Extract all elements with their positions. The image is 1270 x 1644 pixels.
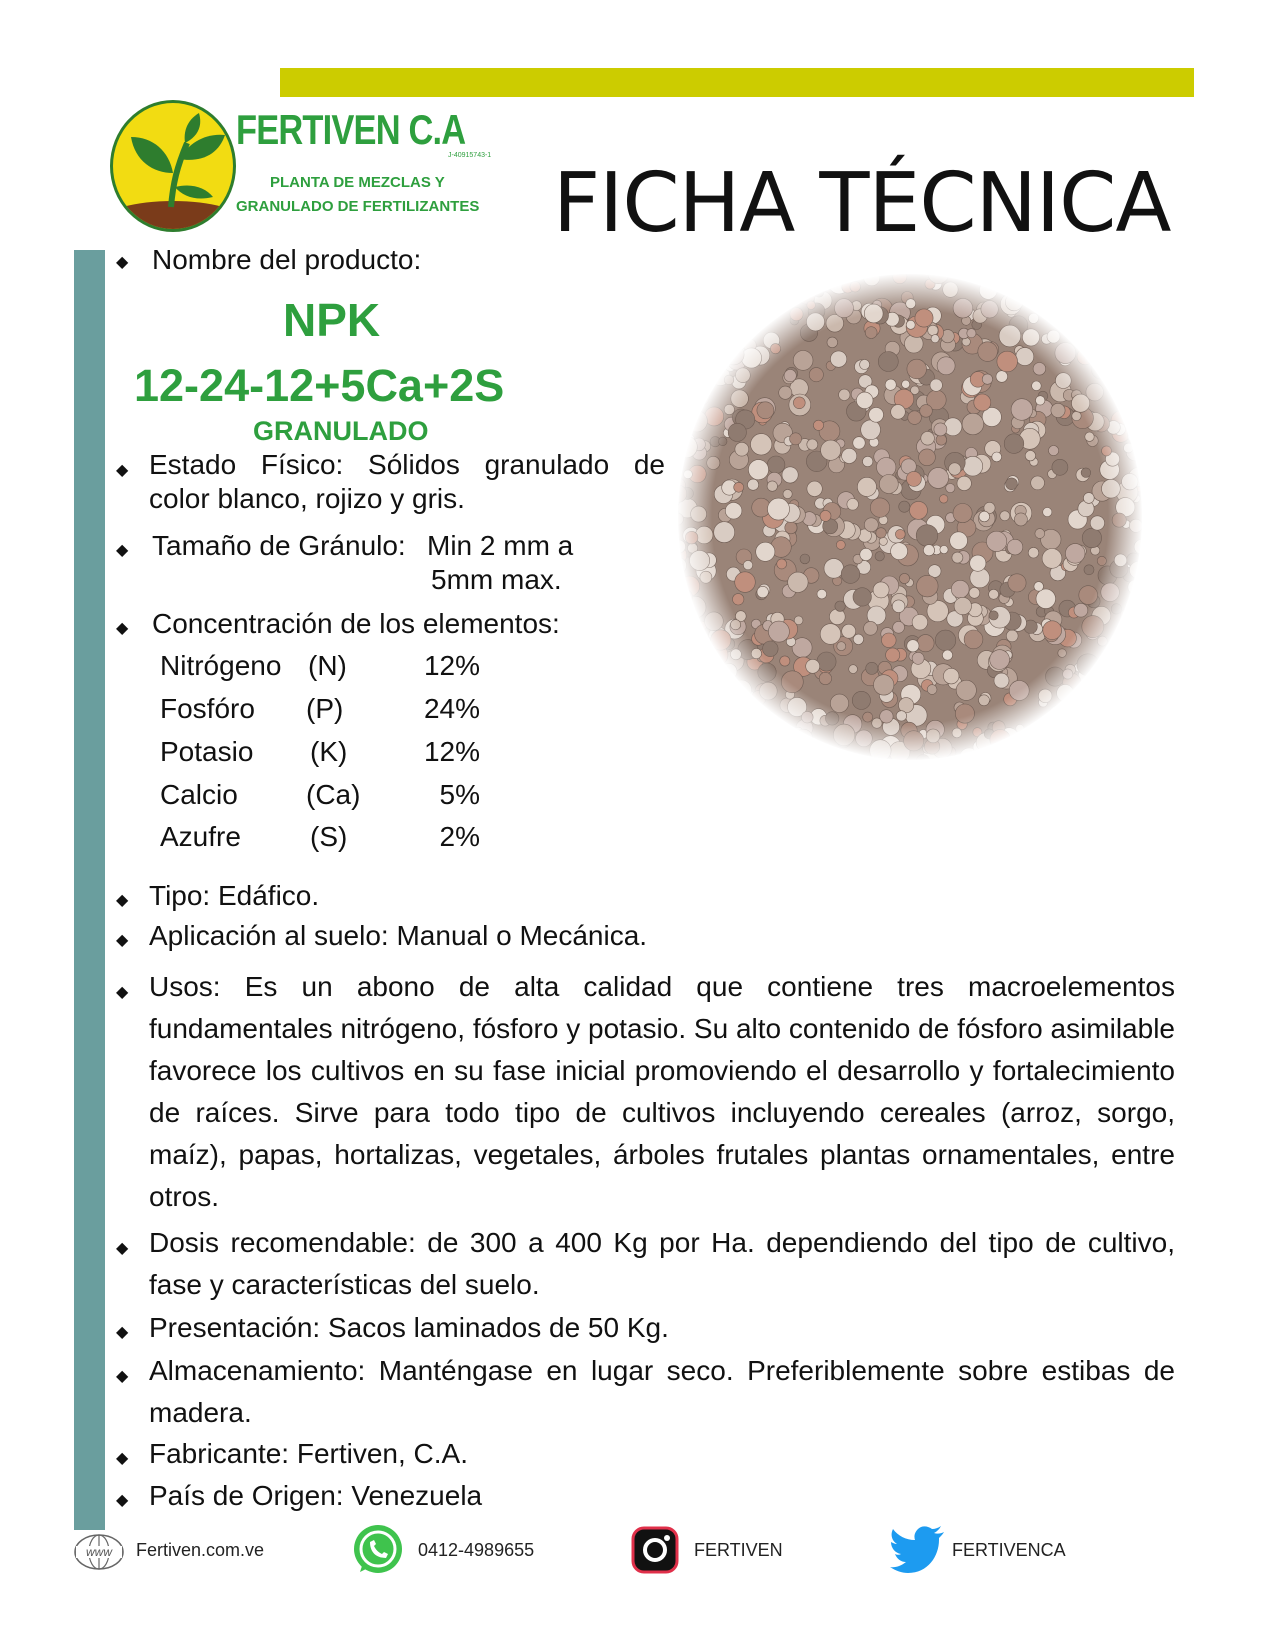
granule bbox=[775, 729, 788, 742]
granule bbox=[1085, 730, 1098, 743]
granule bbox=[708, 659, 721, 672]
whatsapp-icon bbox=[350, 1522, 406, 1578]
granule bbox=[750, 701, 760, 711]
granule bbox=[1084, 331, 1094, 341]
granule bbox=[683, 716, 702, 735]
granule bbox=[1065, 698, 1084, 717]
granule bbox=[1100, 682, 1110, 692]
bullet-icon: ◆ bbox=[116, 1492, 129, 1509]
granule bbox=[675, 281, 693, 301]
bullet-icon: ◆ bbox=[116, 1240, 129, 1257]
fabricante: Fabricante: Fertiven, C.A. bbox=[149, 1438, 469, 1469]
granule bbox=[679, 709, 700, 730]
granule bbox=[755, 720, 773, 738]
granule bbox=[720, 711, 734, 725]
granule bbox=[1001, 274, 1011, 284]
bullet-icon: ◆ bbox=[116, 254, 129, 271]
granule bbox=[1134, 272, 1145, 282]
granule bbox=[1087, 281, 1099, 293]
granule bbox=[761, 299, 781, 319]
element-value: 12% bbox=[423, 650, 480, 681]
granule bbox=[1133, 277, 1146, 296]
granule bbox=[1058, 750, 1067, 759]
granule bbox=[1103, 288, 1120, 305]
granule bbox=[1101, 328, 1114, 341]
granule bbox=[675, 698, 688, 717]
granule bbox=[727, 714, 739, 726]
twitter-handle[interactable]: FERTIVENCA bbox=[952, 1540, 1066, 1560]
granule bbox=[1114, 378, 1128, 392]
granule bbox=[703, 689, 720, 706]
granule bbox=[739, 281, 754, 296]
bullet-icon: ◆ bbox=[116, 892, 129, 909]
granule bbox=[782, 731, 793, 742]
footer-whatsapp[interactable] bbox=[350, 1520, 570, 1580]
granule bbox=[750, 286, 759, 295]
granule bbox=[1127, 407, 1137, 417]
granule bbox=[1106, 299, 1114, 307]
granule bbox=[1095, 293, 1115, 313]
granule bbox=[695, 287, 710, 302]
granule bbox=[1114, 708, 1126, 720]
granule bbox=[706, 706, 723, 723]
whatsapp-number[interactable]: 0412-4989655 bbox=[418, 1540, 535, 1560]
granule bbox=[775, 752, 787, 762]
concentracion-label: Concentración de los elementos: bbox=[152, 608, 560, 639]
granule bbox=[1027, 278, 1041, 292]
granule bbox=[1115, 272, 1127, 279]
granule bbox=[1056, 709, 1066, 719]
granule bbox=[675, 363, 683, 372]
granule bbox=[1117, 638, 1126, 647]
granule bbox=[1125, 349, 1145, 369]
element-name: Potasio bbox=[160, 736, 254, 767]
granule bbox=[747, 286, 768, 307]
granule bbox=[812, 744, 825, 757]
granule bbox=[676, 357, 691, 372]
granule bbox=[1103, 741, 1117, 755]
footer-twitter[interactable] bbox=[890, 1520, 1110, 1580]
granule bbox=[755, 272, 763, 277]
bullet-icon: ◆ bbox=[116, 984, 129, 1001]
granule bbox=[979, 272, 987, 280]
tipo: Tipo: Edáfico. bbox=[149, 880, 320, 911]
granule bbox=[699, 703, 718, 722]
granule bbox=[1127, 733, 1145, 753]
top-accent-bar bbox=[280, 68, 1194, 97]
presentacion: Presentación: Sacos laminados de 50 Kg. bbox=[149, 1312, 669, 1343]
company-logo bbox=[108, 100, 492, 230]
granule bbox=[705, 282, 725, 302]
footer-web[interactable] bbox=[72, 1520, 292, 1580]
twitter-icon bbox=[890, 1526, 946, 1574]
granule bbox=[796, 737, 804, 745]
granule bbox=[1107, 272, 1121, 280]
granule bbox=[675, 653, 686, 664]
granule bbox=[741, 719, 750, 728]
element-row bbox=[160, 821, 500, 861]
granule bbox=[973, 757, 983, 762]
product-name-line-3: GRANULADO bbox=[253, 416, 429, 446]
granule bbox=[1112, 651, 1129, 668]
granule bbox=[716, 738, 734, 756]
granule bbox=[707, 699, 716, 708]
granulo-label: Tamaño de Gránulo: bbox=[152, 530, 406, 561]
granule bbox=[706, 320, 717, 331]
footer-instagram[interactable] bbox=[628, 1520, 828, 1580]
granule bbox=[707, 323, 726, 342]
granule bbox=[694, 272, 704, 278]
almacenamiento: Almacenamiento: Manténgase en lugar seco. Preferiblemente sobre estibas de madera. bbox=[149, 1355, 1175, 1428]
granule bbox=[740, 272, 759, 290]
granule bbox=[1119, 653, 1140, 674]
granule bbox=[1128, 748, 1140, 760]
granule bbox=[678, 347, 691, 360]
granule bbox=[749, 753, 765, 762]
granule bbox=[984, 749, 999, 762]
granule bbox=[694, 646, 709, 661]
granule bbox=[684, 647, 706, 669]
granule bbox=[684, 357, 704, 377]
element-name: Fosfóro bbox=[160, 693, 255, 724]
granule bbox=[679, 614, 696, 631]
granule bbox=[675, 633, 689, 654]
granule bbox=[758, 739, 769, 750]
instagram-icon bbox=[628, 1522, 682, 1578]
granule bbox=[1127, 687, 1135, 695]
granule bbox=[1137, 373, 1145, 387]
granule bbox=[1128, 354, 1138, 364]
granule bbox=[1083, 286, 1100, 303]
granule bbox=[1119, 390, 1139, 410]
granule bbox=[1075, 696, 1093, 714]
granule bbox=[756, 723, 776, 743]
logo-emblem bbox=[110, 100, 236, 232]
element-row bbox=[160, 736, 500, 776]
granule bbox=[746, 292, 761, 307]
granule bbox=[693, 691, 712, 710]
granule bbox=[1134, 723, 1145, 738]
element-symbol: (Ca) bbox=[306, 779, 361, 810]
granule bbox=[1042, 732, 1062, 752]
granule bbox=[1114, 277, 1128, 291]
granule bbox=[694, 751, 702, 759]
granule bbox=[676, 416, 693, 433]
element-name: Calcio bbox=[160, 779, 238, 810]
granule bbox=[675, 684, 689, 705]
element-value: 12% bbox=[423, 736, 480, 767]
granule bbox=[737, 710, 748, 721]
pais-origen: País de Origen: Venezuela bbox=[149, 1480, 483, 1511]
granule bbox=[740, 698, 750, 708]
bullet-icon: ◆ bbox=[116, 932, 129, 949]
granule bbox=[719, 719, 734, 734]
granule bbox=[685, 702, 694, 711]
granule bbox=[699, 294, 712, 307]
granule bbox=[952, 272, 963, 278]
bullet-icon: ◆ bbox=[116, 620, 129, 637]
granulo-value-2: 5mm max. bbox=[431, 564, 562, 595]
granule bbox=[1118, 631, 1140, 653]
element-value: 2% bbox=[439, 821, 480, 852]
page-title: FICHA TÉCNICA bbox=[553, 156, 1171, 251]
granule bbox=[708, 338, 718, 348]
dosis: Dosis recomendable: de 300 a 400 Kg por Ha. dependiendo del tipo de cultivo, fase y características del suelo. bbox=[149, 1227, 1175, 1300]
logo-tagline-1: PLANTA DE MEZCLAS Y bbox=[270, 174, 445, 191]
granule bbox=[697, 365, 707, 375]
granule bbox=[687, 366, 704, 383]
granule bbox=[1070, 283, 1078, 291]
granule bbox=[675, 430, 689, 448]
granule bbox=[675, 697, 689, 712]
granule bbox=[740, 715, 761, 736]
bullet-icon: ◆ bbox=[116, 542, 129, 559]
seedling-icon bbox=[113, 103, 233, 229]
globe-icon-text: www bbox=[86, 1545, 112, 1559]
granule bbox=[980, 272, 995, 281]
granule bbox=[1122, 341, 1138, 357]
granule bbox=[1129, 627, 1145, 648]
granule bbox=[685, 363, 700, 378]
logo-company-name: FERTIVEN C.A bbox=[236, 106, 466, 153]
granule bbox=[1122, 303, 1142, 323]
granule bbox=[1131, 610, 1145, 628]
granule bbox=[675, 743, 685, 760]
granule bbox=[741, 305, 763, 327]
granule bbox=[680, 350, 696, 366]
granule bbox=[708, 299, 728, 319]
granule bbox=[684, 680, 694, 690]
granule bbox=[676, 387, 686, 397]
granule bbox=[679, 303, 688, 312]
granule bbox=[744, 272, 764, 283]
granule bbox=[677, 393, 689, 405]
bullet-icon: ◆ bbox=[116, 1324, 129, 1341]
granule bbox=[729, 272, 747, 287]
granule bbox=[695, 329, 715, 349]
granule bbox=[680, 272, 689, 280]
element-symbol: (N) bbox=[308, 650, 347, 681]
granule bbox=[685, 627, 696, 638]
granule bbox=[678, 339, 696, 357]
logo-tagline-2: GRANULADO DE FERTILIZANTES bbox=[236, 198, 480, 215]
website-link[interactable]: Fertiven.com.ve bbox=[136, 1540, 265, 1560]
estado-fisico: Estado Físico: Sólidos granulado de color blanco, rojizo y gris. bbox=[149, 449, 665, 514]
granule bbox=[1090, 340, 1106, 356]
granule bbox=[1055, 745, 1074, 762]
granule bbox=[703, 346, 712, 355]
granule bbox=[686, 302, 700, 316]
granule bbox=[684, 282, 705, 303]
granule bbox=[984, 272, 995, 279]
element-value: 5% bbox=[439, 779, 480, 810]
granule bbox=[1121, 682, 1131, 692]
granule bbox=[1076, 719, 1087, 730]
globe-icon bbox=[72, 1532, 126, 1572]
granule bbox=[689, 277, 698, 286]
granule bbox=[1124, 704, 1135, 715]
granule bbox=[761, 723, 777, 739]
granule bbox=[796, 736, 810, 750]
granule bbox=[809, 757, 817, 762]
instagram-handle[interactable]: FERTIVEN bbox=[694, 1540, 783, 1560]
granule bbox=[741, 272, 760, 288]
granule bbox=[1100, 280, 1113, 293]
granule bbox=[1108, 741, 1119, 752]
granule bbox=[1041, 291, 1053, 303]
granule bbox=[748, 748, 762, 762]
element-name: Azufre bbox=[160, 821, 241, 852]
granule bbox=[680, 673, 692, 685]
granule bbox=[679, 434, 689, 444]
granule bbox=[1101, 684, 1119, 702]
element-symbol: (P) bbox=[306, 693, 344, 724]
granule bbox=[1088, 345, 1097, 354]
aplicacion: Aplicación al suelo: Manual o Mecánica. bbox=[149, 920, 648, 951]
granule bbox=[1040, 277, 1055, 292]
granule bbox=[675, 280, 689, 294]
granule bbox=[710, 310, 727, 327]
element-symbol: (K) bbox=[310, 736, 348, 767]
bullet-icon: ◆ bbox=[116, 1368, 129, 1385]
granule bbox=[1105, 284, 1122, 301]
granule bbox=[1111, 348, 1122, 359]
granule bbox=[1095, 690, 1111, 706]
granule bbox=[1038, 272, 1057, 289]
granule bbox=[703, 376, 713, 386]
granule bbox=[1118, 329, 1128, 339]
granule bbox=[710, 733, 730, 753]
product-name-line-1: NPK bbox=[283, 294, 381, 346]
element-value: 24% bbox=[423, 693, 480, 724]
element-row bbox=[160, 650, 500, 690]
bullet-icon: ◆ bbox=[116, 1450, 129, 1467]
product-name-line-2: 12-24-12+5Ca+2S bbox=[134, 360, 505, 411]
granule bbox=[1112, 702, 1129, 719]
element-row bbox=[160, 779, 500, 819]
granule bbox=[1063, 733, 1077, 747]
granule bbox=[1075, 743, 1085, 753]
side-accent-bar bbox=[74, 250, 105, 1530]
granule bbox=[1031, 753, 1043, 762]
granule bbox=[1120, 316, 1135, 331]
granulo-value-1: Min 2 mm a bbox=[427, 530, 574, 561]
granule bbox=[706, 707, 717, 718]
granule bbox=[1068, 312, 1089, 333]
granule bbox=[703, 661, 714, 672]
element-name: Nitrógeno bbox=[160, 650, 282, 681]
granule bbox=[1044, 293, 1052, 301]
granule bbox=[675, 417, 684, 435]
element-row bbox=[160, 693, 500, 733]
element-symbol: (S) bbox=[310, 821, 348, 852]
granule bbox=[725, 715, 743, 733]
granule bbox=[675, 421, 684, 431]
usos: Usos: Es un abono de alta calidad que contiene tres macroelementos fundamentales nitrógeno, fósforo y potasio. Su alto contenido de fósforo asimilable favorece los cultivos en su fase inicial promoviendo el desarrollo y fortalecimiento de raíces. Sirve para todo tipo de cultivos incluyendo cereales (arroz, sorgo, maíz), papas, hortalizas, vegetales, árboles frutales plantas ornamentales, entre otros. bbox=[149, 971, 1175, 1212]
granules-photo bbox=[675, 272, 1145, 762]
granule bbox=[1130, 272, 1139, 279]
logo-rif: J-40915743-1 bbox=[448, 152, 492, 159]
granule bbox=[1128, 366, 1145, 385]
granule bbox=[685, 698, 707, 720]
product-name-label: Nombre del producto: bbox=[152, 244, 422, 275]
granule bbox=[679, 371, 700, 392]
bullet-icon: ◆ bbox=[116, 462, 129, 479]
